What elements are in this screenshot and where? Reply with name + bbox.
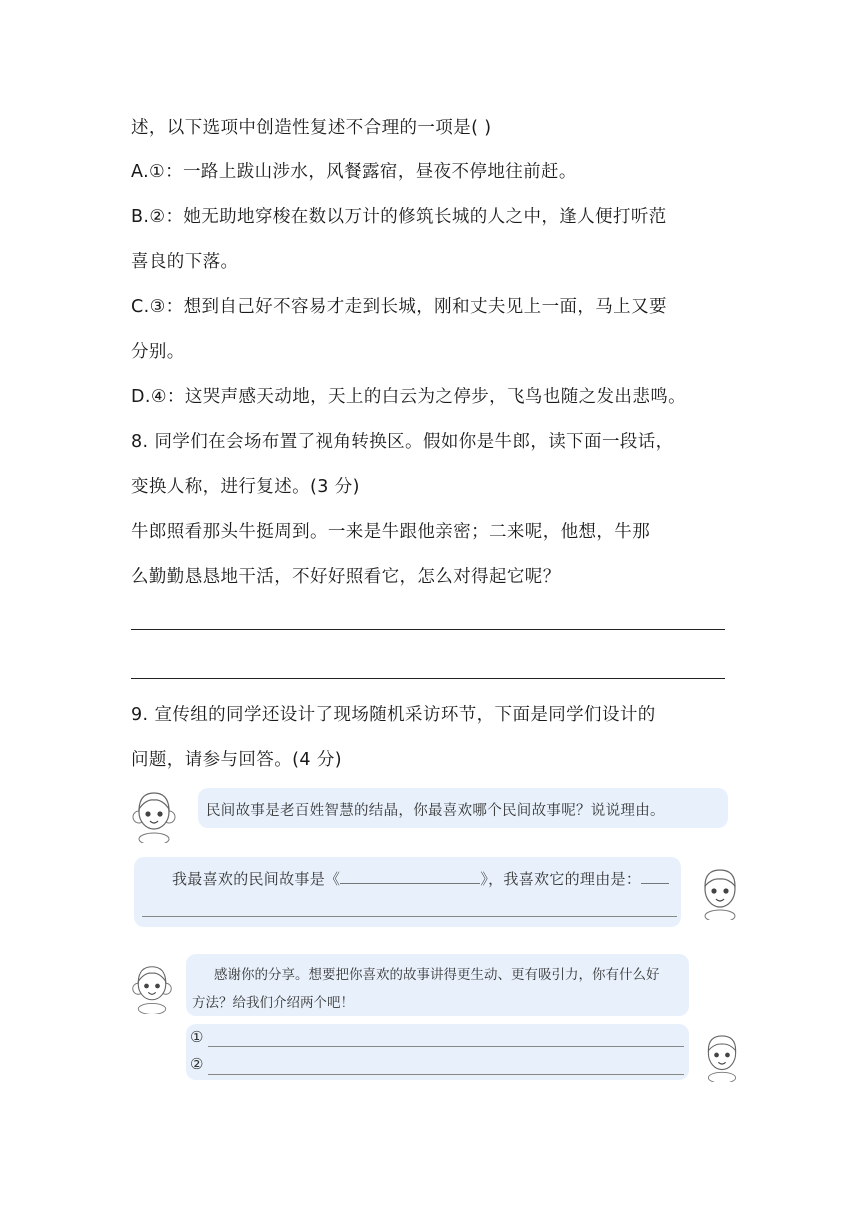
q7-option-a: A.①：一路上跋山涉水，风餐露宿，昼夜不停地往前赶。 (131, 162, 577, 182)
reason-blank-start[interactable] (641, 869, 669, 884)
reason-blank-line[interactable] (142, 916, 677, 917)
answer-bubble-1 (134, 857, 681, 927)
q7-option-d: D.④：这哭声感天动地，天上的白云为之停步，飞鸟也随之发出悲鸣。 (131, 387, 687, 407)
answer-bubble-2 (186, 1024, 689, 1080)
girl-avatar-icon (130, 958, 174, 1018)
girl-avatar-icon (130, 785, 178, 847)
method-1-blank-line[interactable] (208, 1046, 684, 1047)
method-2-marker: ② (190, 1055, 204, 1073)
q7-stem-tail: 述，以下选项中创造性复述不合理的一项是( ) (131, 118, 492, 138)
q8-stem-line2: 变换人称，进行复述。(3 分) (131, 477, 360, 497)
q7-option-c-line1: C.③：想到自己好不容易才走到长城，刚和丈夫见上一面，马上又要 (131, 297, 667, 317)
answer-1-middle: 》，我喜欢它的理由是： (480, 870, 642, 888)
q8-stem-line1: 8. 同学们在会场布置了视角转换区。假如你是牛郎，读下面一段话， (131, 432, 674, 452)
q8-answer-line-1[interactable] (131, 629, 725, 630)
q9-stem-line2: 问题，请参与回答。(4 分) (131, 750, 342, 770)
question-1-text: 民间故事是老百姓智慧的结晶，你最喜欢哪个民间故事呢？说说理由。 (206, 803, 665, 819)
q7-option-b-line2: 喜良的下落。 (131, 252, 239, 272)
answer-1-sentence (172, 868, 669, 889)
question-2-line2: 方法？给我们介绍两个吧！ (192, 995, 354, 1011)
favorite-story-blank[interactable] (340, 869, 480, 884)
question-2-line1: 感谢你的分享。想要把你喜欢的故事讲得更生动、更有吸引力，你有什么好 (214, 967, 660, 983)
q7-option-b-line1: B.②：她无助地穿梭在数以万计的修筑长城的人之中，逢人便打听范 (131, 207, 667, 227)
method-2-blank-line[interactable] (208, 1074, 684, 1075)
boy-avatar-icon (698, 862, 742, 924)
interviewer-question-bubble-1 (198, 788, 728, 828)
answer-1-prefix: 我最喜欢的民间故事是《 (172, 870, 341, 888)
q7-option-c-line2: 分别。 (131, 342, 185, 362)
q8-passage-line1: 牛郎照看那头牛挺周到。一来是牛跟他亲密；二来呢，他想，牛那 (131, 522, 651, 542)
q9-stem-line1: 9. 宣传组的同学还设计了现场随机采访环节，下面是同学们设计的 (131, 705, 656, 725)
q8-answer-line-2[interactable] (131, 678, 725, 679)
method-1-marker: ① (190, 1028, 204, 1046)
interviewer-question-bubble-2 (186, 954, 689, 1016)
boy-avatar-icon (702, 1028, 742, 1086)
q8-passage-line2: 么勤勤恳恳地干活，不好好照看它，怎么对得起它呢？ (131, 567, 561, 587)
